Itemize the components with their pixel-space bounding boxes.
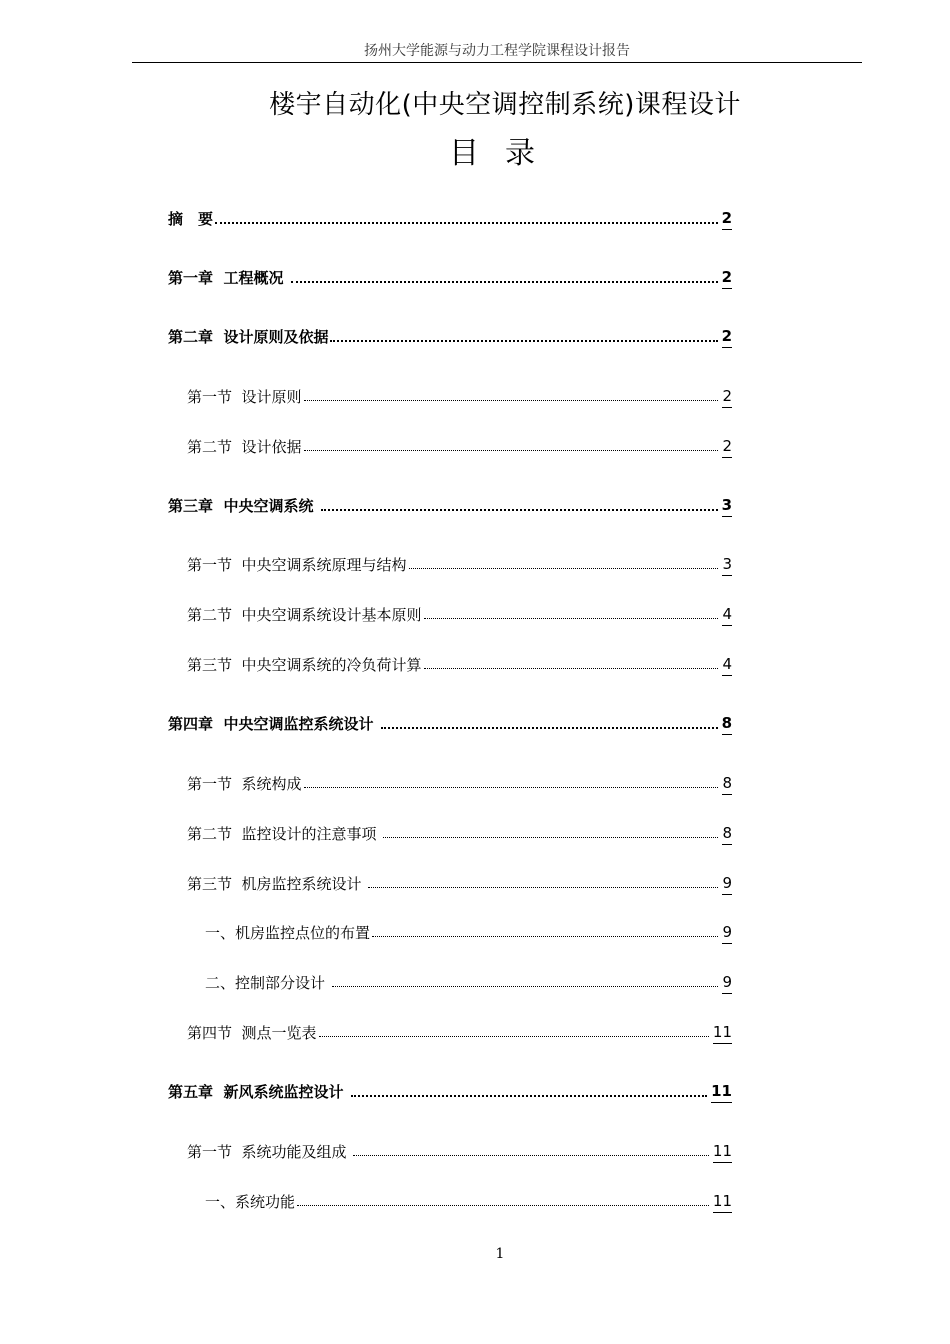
toc-entry-section-3-2[interactable] [187,602,732,626]
toc-entry-label: 第四章 中央空调监控系统设计 [168,715,379,733]
toc-page-number: 11 [713,1140,732,1163]
toc-entry-label: 第二节 中央空调系统设计基本原则 [187,606,422,624]
toc-entry-label: 第五章 新风系统监控设计 [168,1083,349,1101]
dot-leader [321,509,718,511]
toc-entry-label: 第二节 监控设计的注意事项 [187,825,382,843]
toc-page-number: 8 [722,712,732,735]
toc-entry-label: 一、机房监控点位的布置 [205,924,371,942]
toc-entry-subsection-4-3-2[interactable] [205,970,732,994]
toc-entry-chapter-4[interactable] [168,711,732,735]
dot-leader [424,618,718,619]
toc-entry-section-2-1[interactable] [187,384,732,408]
toc-entry-label: 第一节 系统构成 [187,775,302,793]
toc-entry-section-3-1[interactable] [187,552,732,576]
page-footer-number: 1 [495,1246,505,1262]
dot-leader [353,1155,709,1156]
toc-entry-section-3-3[interactable] [187,652,732,676]
toc-page-number: 3 [722,494,732,517]
toc-page-number: 9 [722,872,732,895]
toc-entry-section-2-2[interactable] [187,434,732,458]
dot-leader [372,936,718,937]
page-header: 扬州大学能源与动力工程学院课程设计报告 [132,40,862,63]
toc-entry-abstract[interactable] [168,206,732,230]
toc-page-number: 9 [722,971,732,994]
toc-entry-chapter-2[interactable] [168,324,732,348]
toc-page-number: 4 [722,653,732,676]
toc-page-number: 8 [722,822,732,845]
dot-leader [409,568,718,569]
toc-page-number: 4 [722,603,732,626]
toc-entry-label: 第三章 中央空调系统 [168,497,319,515]
dot-leader [304,450,718,451]
dot-leader [332,986,718,987]
toc-entry-section-4-4[interactable] [187,1020,732,1044]
toc-entry-section-5-1[interactable] [187,1139,732,1163]
dot-leader [330,340,717,342]
toc-entry-label: 第二节 设计依据 [187,438,302,456]
dot-leader [304,787,718,788]
toc-page-number: 2 [722,207,732,230]
dot-leader [368,887,718,888]
toc-entry-label: 二、控制部分设计 [205,974,330,992]
toc-heading: 目录 [449,136,561,171]
toc-page-number: 2 [722,266,732,289]
dot-leader [215,222,718,224]
dot-leader [424,668,718,669]
toc-entry-label: 第三节 中央空调系统的冷负荷计算 [187,656,422,674]
toc-page-number: 2 [722,385,732,408]
toc-entry-section-4-2[interactable] [187,821,732,845]
toc-entry-label: 第一节 中央空调系统原理与结构 [187,556,407,574]
toc-entry-label: 摘 要 [168,210,214,228]
toc-entry-label: 第二章 设计原则及依据 [168,328,329,346]
toc-entry-label: 第一节 系统功能及组成 [187,1143,352,1161]
toc-page-number: 2 [722,435,732,458]
toc-entry-chapter-3[interactable] [168,493,732,517]
toc-entry-subsection-4-3-1[interactable] [205,920,732,944]
dot-leader [291,281,718,283]
toc-entry-subsection-5-1-1[interactable] [205,1189,732,1213]
toc-page-number: 2 [722,325,732,348]
toc-entry-label: 一、系统功能 [205,1193,296,1211]
dot-leader [383,837,718,838]
toc-page-number: 11 [713,1021,732,1044]
toc-entry-section-4-1[interactable] [187,771,732,795]
toc-page-number: 9 [722,921,732,944]
toc-entry-chapter-5[interactable] [168,1079,732,1103]
toc-page-number: 8 [722,772,732,795]
toc-page-number: 11 [711,1080,732,1103]
toc-entry-section-4-3[interactable] [187,871,732,895]
toc-entry-label: 第三节 机房监控系统设计 [187,875,367,893]
toc-entry-label: 第一章 工程概况 [168,269,289,287]
toc-entry-chapter-1[interactable] [168,265,732,289]
toc-entry-label: 第一节 设计原则 [187,388,302,406]
document-title: 楼宇自动化(中央空调控制系统)课程设计 [269,90,741,120]
toc-page-number: 11 [713,1190,732,1213]
dot-leader [351,1095,707,1097]
dot-leader [381,727,718,729]
dot-leader [304,400,718,401]
dot-leader [319,1036,709,1037]
toc-entry-label: 第四节 测点一览表 [187,1024,317,1042]
dot-leader [297,1205,709,1206]
toc-page-number: 3 [722,553,732,576]
